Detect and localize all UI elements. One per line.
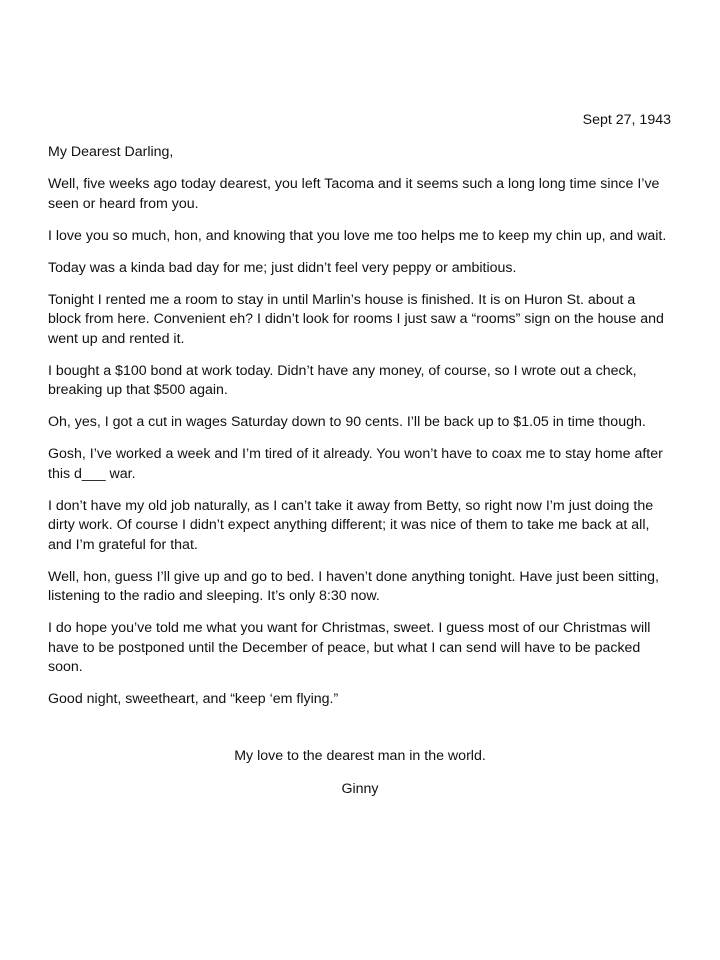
paragraph: Good night, sweetheart, and “keep ‘em flying.” [48,691,339,707]
paragraph: I don’t have my old job naturally, as I can’t take it away from Betty, so right now I’m just doing the dirty work. Of course I didn’t expect anything different; it was nice of them to take me back at all, and I’m grateful for that. [48,497,654,553]
paragraph: Well, five weeks ago today dearest, you left Tacoma and it seems such a long long time since I’ve seen or heard from you. [48,176,660,212]
paragraph: Gosh, I’ve worked a week and I’m tired of it already. You won’t have to coax me to stay home after this d___ war. [48,446,663,482]
signature: Ginny [341,781,379,797]
paragraph: Well, hon, guess I’ll give up and go to bed. I haven’t done anything tonight. Have just been sitting, listening to the radio and sleeping. It’s only 8:30 now. [48,568,659,604]
paragraph: Oh, yes, I got a cut in wages Saturday down to 90 cents. I’ll be back up to $1.05 in time though. [48,414,646,430]
letter-body [48,175,672,722]
paragraph: I do hope you’ve told me what you want for Christmas, sweet. I guess most of our Christmas will have to be postponed until the December of peace, but what I can send will have to be packed soon. [48,620,651,675]
paragraph: Tonight I rented me a room to stay in until Marlin’s house is finished. It is on Huron St. about a block from here. Convenient eh? I didn’t look for rooms I just saw a “rooms” sign on the house and went up and rented it. [48,291,664,347]
paragraph: Today was a kinda bad day for me; just didn’t feel very peppy or ambitious. [48,259,517,276]
paragraph: I bought a $100 bond at work today. Didn’t have any money, of course, so I wrote out a check, breaking up that $500 again. [48,362,637,398]
paragraph: I love you so much, hon, and knowing that you love me too helps me to keep my chin up, and wait. [48,227,667,244]
closing-line: My love to the dearest man in the world. [234,748,486,764]
salutation: My Dearest Darling, [48,144,174,160]
letter-date: Sept 27, 1943 [582,112,671,128]
